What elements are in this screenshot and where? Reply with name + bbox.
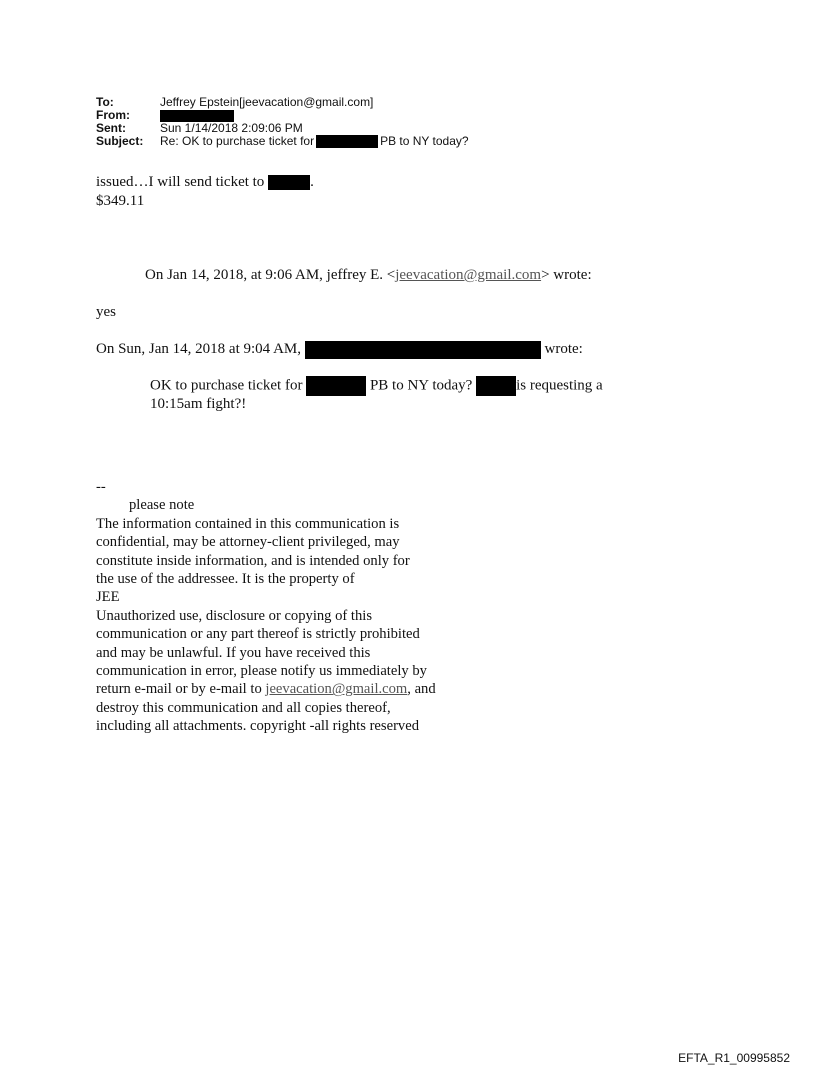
- quote1-line: [145, 266, 592, 284]
- redaction-box: [268, 175, 310, 190]
- redaction-box: [476, 376, 516, 396]
- disclaimer-line: destroy this communication and all copies thereof,: [96, 699, 391, 716]
- from-label: From:: [96, 108, 130, 122]
- disclaimer-line: Unauthorized use, disclosure or copying of this: [96, 607, 373, 624]
- orig-text-b: PB to NY today?: [369, 377, 473, 394]
- disclaimer-line: including all attachments. copyright -all rights reserved: [96, 718, 419, 735]
- reply-yes: yes: [96, 304, 116, 320]
- subject-row: [96, 135, 469, 148]
- body-line-issued: [96, 173, 314, 191]
- disclaimer-line: and may be unlawful. If you have received this: [96, 644, 371, 661]
- disclaimer-line: confidential, may be attorney-client privileged, may: [96, 534, 400, 551]
- subject-suffix: PB to NY today?: [380, 134, 469, 148]
- disclaimer-email-line: [96, 680, 436, 698]
- subject-prefix: Re: OK to purchase ticket for: [160, 134, 315, 148]
- disclaimer-line: communication in error, please notify us immediately by: [96, 663, 427, 680]
- quote1-email-link[interactable]: jeevacation@gmail.com: [395, 267, 542, 283]
- quote1-prefix: On Jan 14, 2018, at 9:06 AM, jeffrey E. <: [145, 267, 396, 283]
- disclaimer-block: [96, 478, 436, 736]
- orig-text-c: is requesting a: [516, 377, 603, 394]
- please-note: please note: [129, 497, 195, 514]
- orig-text-a: OK to purchase ticket for: [150, 377, 303, 394]
- price-line: $349.11: [96, 193, 145, 209]
- original-message-line2: 10:15am fight?!: [150, 396, 247, 412]
- quote2-prefix: On Sun, Jan 14, 2018 at 9:04 AM,: [96, 341, 302, 357]
- quote2-suffix: wrote:: [544, 341, 583, 357]
- to-label: To:: [96, 95, 114, 109]
- issued-period: .: [310, 174, 314, 190]
- document-id: EFTA_R1_00995852: [678, 1051, 790, 1065]
- disclaimer-line: the use of the addressee. It is the property of: [96, 571, 355, 588]
- redaction-box: [305, 341, 541, 359]
- quote1-suffix: > wrote:: [541, 267, 592, 283]
- signature-separator: --: [96, 479, 106, 495]
- to-row: [96, 96, 469, 109]
- disclaimer-line: The information contained in this communication is: [96, 515, 400, 532]
- email-header: [96, 96, 469, 148]
- quote2-line: [96, 340, 583, 359]
- to-value: Jeffrey Epstein[jeevacation@gmail.com]: [160, 95, 374, 109]
- original-message-line1: [150, 376, 603, 396]
- issued-text: issued…I will send ticket to: [96, 174, 265, 190]
- subject-label: Subject:: [96, 134, 144, 148]
- redaction-box: [306, 376, 366, 396]
- disclaimer-line: constitute inside information, and is intended only for: [96, 552, 410, 569]
- email-line-suffix: , and: [407, 681, 436, 698]
- disclaimer-email-link[interactable]: jeevacation@gmail.com: [265, 681, 408, 698]
- sent-label: Sent:: [96, 121, 126, 135]
- sent-value: Sun 1/14/2018 2:09:06 PM: [160, 121, 303, 135]
- email-line-prefix: return e-mail or by e-mail to: [96, 681, 266, 698]
- redaction-box: [316, 135, 378, 148]
- disclaimer-line: communication or any part thereof is strictly prohibited: [96, 626, 420, 643]
- disclaimer-line: JEE: [96, 589, 120, 606]
